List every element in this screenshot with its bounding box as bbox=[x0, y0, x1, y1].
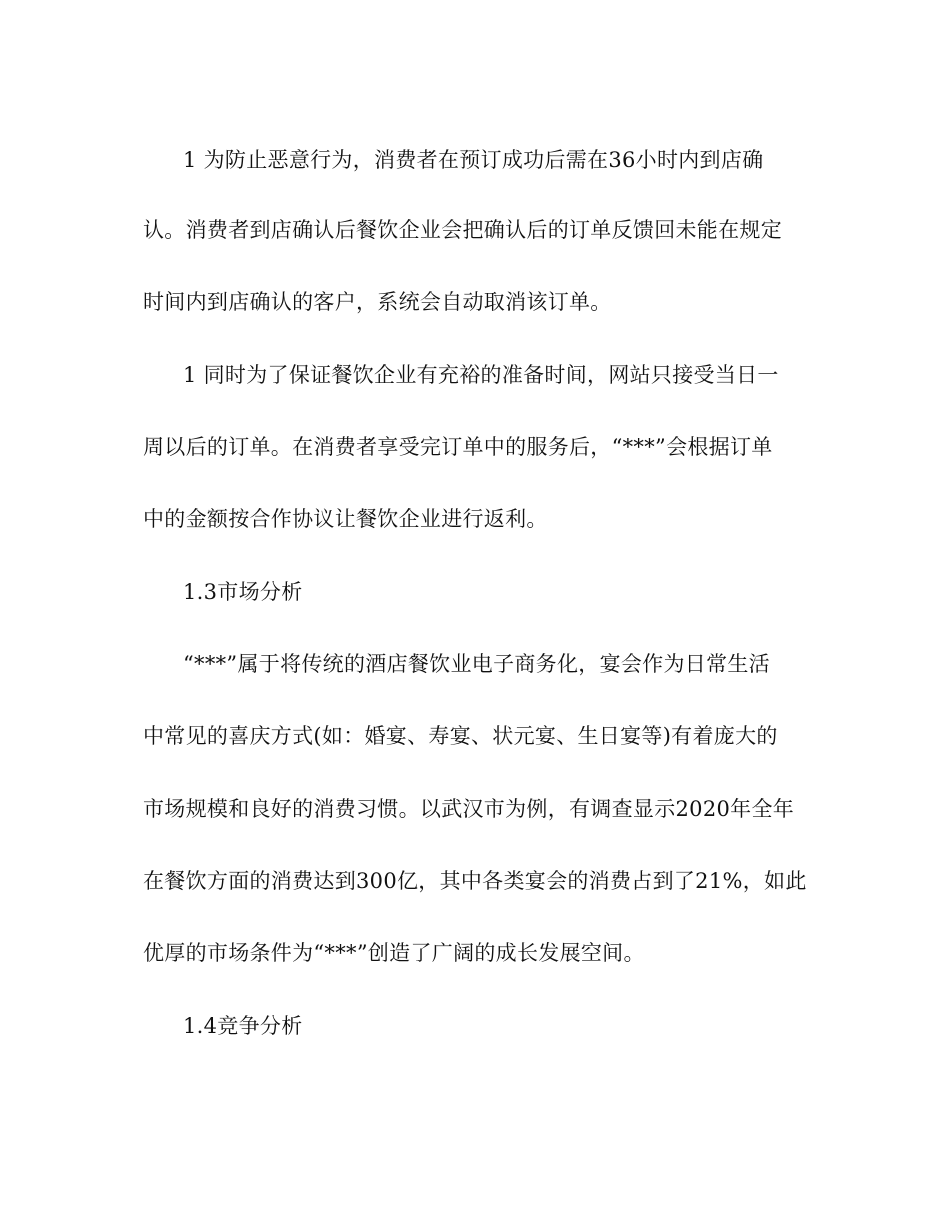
paragraph-line: 时间内到店确认的客户，系统会自动取消该订单。 bbox=[143, 290, 612, 314]
paragraph-line: 中的金额按合作协议让餐饮企业进行返利。 bbox=[143, 507, 548, 531]
paragraph-line: 优厚的市场条件为“***”创造了广阔的成长发展空间。 bbox=[143, 941, 645, 965]
paragraph-line: 1 同时为了保证餐饮企业有充裕的准备时间，网站只接受当日一 bbox=[183, 363, 779, 387]
section-heading: 1.4竞争分析 bbox=[183, 1014, 303, 1038]
paragraph-line: 认。消费者到店确认后餐饮企业会把确认后的订单反馈回未能在规定 bbox=[143, 218, 782, 242]
section-heading: 1.3市场分析 bbox=[183, 580, 303, 604]
paragraph-line: 周以后的订单。在消费者享受完订单中的服务后，“***”会根据订单 bbox=[143, 435, 773, 459]
paragraph-line: 市场规模和良好的消费习惯。以武汉市为例，有调查显示2020年全年 bbox=[143, 797, 795, 821]
paragraph-line: “***”属于将传统的酒店餐饮业电子商务化，宴会作为日常生活 bbox=[183, 652, 770, 676]
paragraph-line: 中常见的喜庆方式(如：婚宴、寿宴、状元宴、生日宴等)有着庞大的 bbox=[143, 724, 778, 748]
paragraph-line: 在餐饮方面的消费达到300亿，其中各类宴会的消费占到了21%，如此 bbox=[143, 869, 807, 893]
paragraph-line: 1 为防止恶意行为，消费者在预订成功后需在36小时内到店确 bbox=[183, 148, 764, 172]
